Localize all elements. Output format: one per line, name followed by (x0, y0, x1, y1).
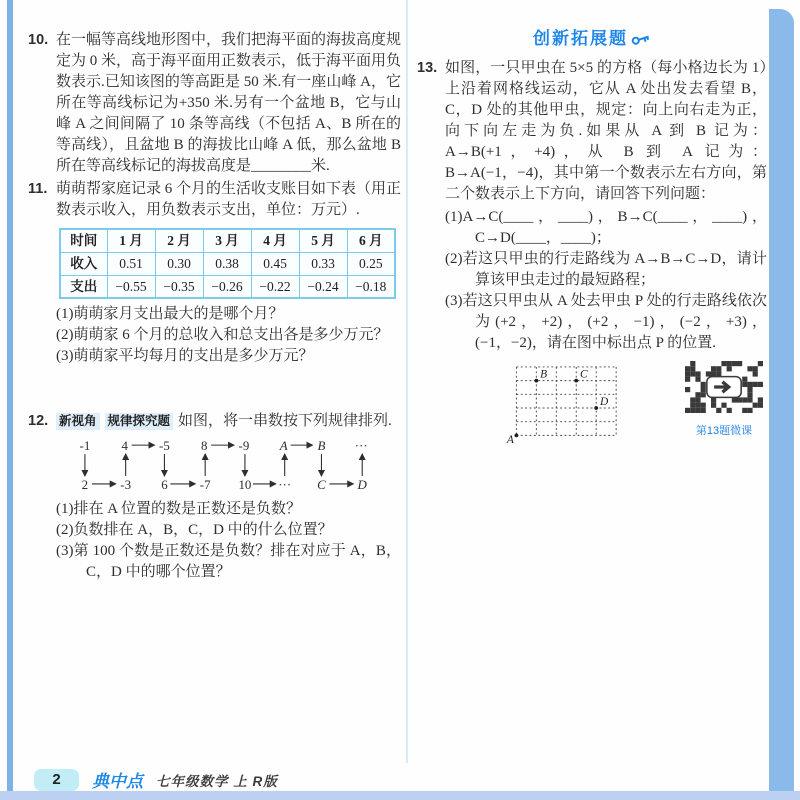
seq-value: -1 (79, 438, 91, 454)
expense-cell: −0.24 (299, 275, 347, 298)
q12-sub-question-3: (3)第 100 个数是正数还是负数？排在对应于 A，B，C，D 中的哪个位置？ (56, 543, 401, 580)
seq-value: 8 (200, 438, 208, 454)
q13-video-block (684, 361, 764, 442)
income-cell: 0.45 (251, 252, 299, 275)
seq-value: -7 (199, 476, 211, 492)
question-11-intro: 萌萌帮家庭记录 6 个月的生活收支账目如下表（用正数表示收入，用负数表示支出，单位：万元）. (56, 181, 402, 218)
seq-value: 6 (161, 476, 168, 492)
row-label-expense: 支出 (60, 275, 107, 298)
column-divider (406, 0, 408, 763)
point-label-C: C (580, 368, 588, 381)
question-10-number: 10. (28, 32, 49, 48)
book-title: 七年级数学 上 R版 (156, 773, 278, 789)
income-cell: 0.30 (155, 252, 203, 275)
beetle-grid-diagram (505, 361, 638, 447)
question-10 (28, 30, 401, 177)
table-header-month: 5 月 (299, 229, 347, 252)
question-12-number: 12. (28, 413, 49, 429)
income-expense-table (59, 228, 396, 299)
question-12 (28, 411, 401, 583)
left-frame-strip (7, 0, 13, 791)
question-11-number: 11. (28, 181, 48, 197)
badge-pattern-exploration: 规律探究题 (105, 413, 174, 430)
point-D (594, 406, 598, 410)
seq-value: 2 (81, 476, 89, 492)
income-cell: 0.38 (203, 252, 251, 275)
page-number: 2 (52, 771, 61, 788)
expense-cell: −0.55 (107, 275, 155, 298)
table-header-month: 3 月 (203, 229, 251, 252)
income-cell: 0.51 (107, 252, 155, 275)
point-B (534, 379, 538, 383)
table-row (60, 229, 395, 252)
seq-value: 10 (238, 476, 252, 492)
table-header-month: 1 月 (107, 229, 155, 252)
page-footer (34, 767, 278, 792)
q13-sub-question-1: (1)A→C(____，____)，B→C(____，____)，C→D(____，____)； (445, 209, 767, 246)
section-header (417, 28, 767, 51)
table-row-income (60, 252, 395, 275)
qr-code (685, 361, 763, 413)
right-frame-strip (769, 9, 794, 791)
seq-label-C: C (317, 476, 326, 492)
q12-sub-question-2: (2)负数排在 A，B，C，D 中的什么位置？ (56, 522, 333, 538)
point-label-A: A (506, 433, 514, 446)
number-sequence-diagram (70, 436, 398, 496)
q13-sub-question-2: (2)若这只甲虫的行走路线为 A→B→C→D，请计算该甲虫走过的最短路程； (445, 251, 767, 288)
seq-ellipsis: ··· (278, 476, 292, 492)
point-label-D: D (600, 395, 609, 408)
seq-value: -9 (238, 438, 250, 454)
seq-ellipsis: ··· (354, 438, 368, 454)
question-12-intro: 如图，将一串数按下列规律排列. (178, 413, 392, 429)
q13-diagram-row (417, 361, 767, 447)
table-header-time: 时间 (60, 229, 107, 252)
question-11 (28, 179, 401, 367)
right-column (417, 28, 767, 447)
q11-sub-question-1: (1)萌萌家月支出最大的是哪个月？ (56, 306, 284, 322)
seq-label-B: B (317, 438, 326, 454)
question-13 (417, 58, 767, 354)
q13-sub-question-3: (3)若这只甲虫从 A 处去甲虫 P 处的行走路线依次为(+2，+2)，(+2，−1)，(−2，+3)，(−1，−2)，请在图中标出点 P 的位置. (445, 293, 767, 351)
qr-caption: 第13题微课 (695, 425, 753, 437)
q12-sub-question-1: (1)排在 A 位置的数是正数还是负数？ (56, 501, 301, 517)
q11-sub-question-2: (2)萌萌家 6 个月的总收入和总支出各是多少万元？ (56, 327, 389, 343)
key-icon (631, 30, 651, 51)
table-header-month: 6 月 (347, 229, 395, 252)
section-header-title: 创新拓展题 (533, 29, 628, 48)
question-13-text: 如图，一只甲虫在 5×5 的方格（每小格边长为 1）上沿着网格线运动，它从 A 处出发去看望 B，C，D 处的其他甲虫，规定：向上向右走为正，向下向左走为负.如果从 A 到 B 记为：A→B(+1，+4)，从 B 到 A 记为：B→A(−1，−4)，其中第一个数表示左右方向，第二个数表示上下方向，请回答下列问题： (445, 60, 767, 202)
point-C (574, 379, 578, 383)
point-A (515, 433, 519, 437)
seq-value: -3 (120, 476, 132, 492)
point-label-B: B (540, 368, 548, 381)
q11-sub-question-3: (3)萌萌家平均每月的支出是多少万元？ (56, 348, 314, 364)
page-number-tab (34, 769, 79, 791)
expense-cell: −0.26 (203, 275, 251, 298)
question-13-number: 13. (417, 60, 438, 76)
question-10-text: 在一幅等高线地形图中，我们把海平面的海拔高度规定为 0 米，高于海平面用正数表示，低于海平面用负数表示.已知该图的等高距是 50 米.有一座山峰 A，它所在等高线标记为+350 米.另有一个盆地 B，它与山峰 A 之间间隔了 10 条等高线（不包括 A、B 所在的等高线），且盆地 B 的海拔比山峰 A 低，那么盆地 B 所在等高线标记的海拔高度是________米. (56, 32, 402, 174)
bottom-frame-strip (0, 791, 800, 800)
seq-value: 4 (121, 438, 128, 454)
expense-cell: −0.35 (155, 275, 203, 298)
table-header-month: 4 月 (251, 229, 299, 252)
left-column (28, 30, 401, 583)
badge-new-perspective: 新视角 (56, 413, 100, 430)
income-cell: 0.33 (299, 252, 347, 275)
table-header-month: 2 月 (155, 229, 203, 252)
expense-cell: −0.22 (251, 275, 299, 298)
income-cell: 0.25 (347, 252, 395, 275)
seq-label-A: A (279, 438, 288, 454)
table-row-expense (60, 275, 395, 298)
row-label-income: 收入 (60, 252, 107, 275)
seq-label-D: D (357, 476, 367, 492)
seq-value: -5 (159, 438, 170, 454)
publisher-logo: 典中点 (92, 772, 143, 791)
question-12-intro-line (56, 411, 401, 432)
expense-cell: −0.18 (347, 275, 395, 298)
